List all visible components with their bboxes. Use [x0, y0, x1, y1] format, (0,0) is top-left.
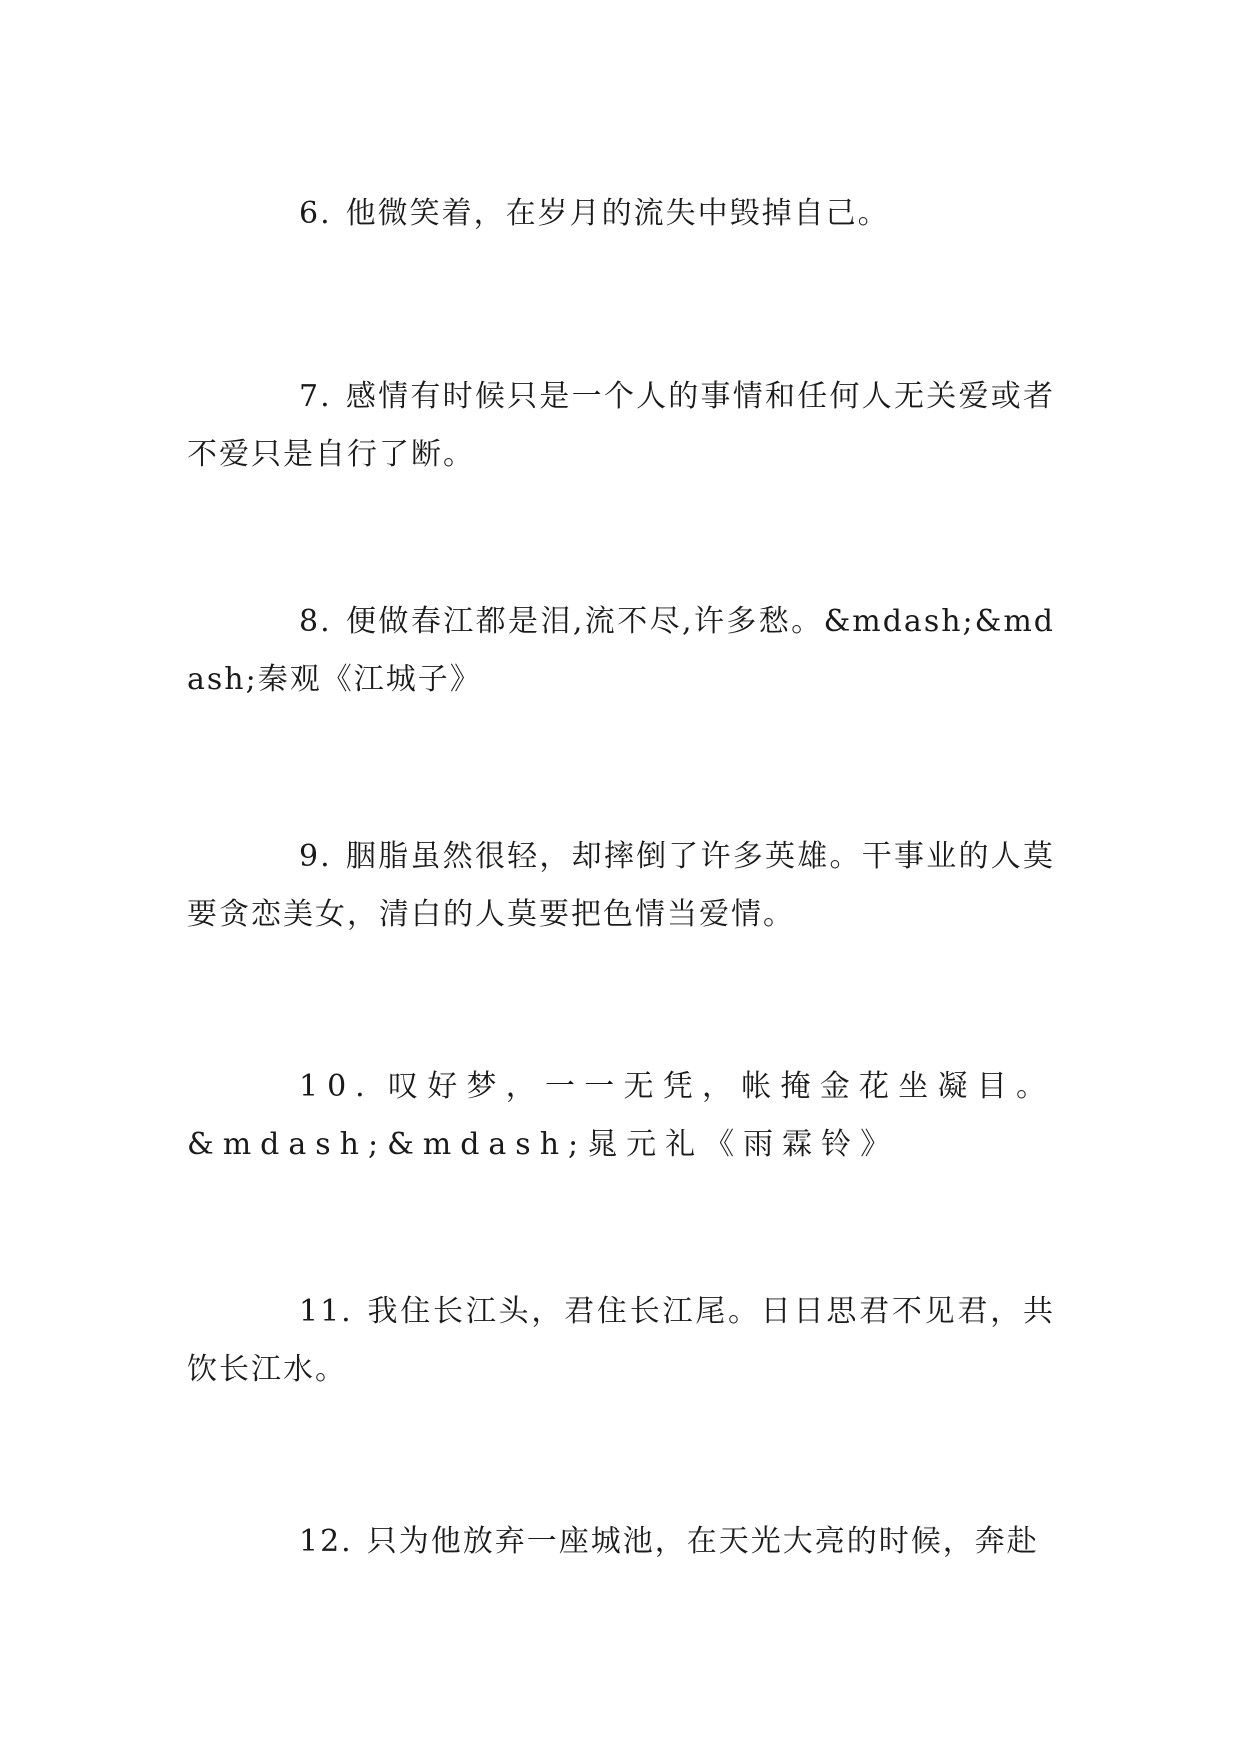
quote-text: 胭脂虽然很轻，却摔倒了许多英雄。干事业的人莫要贪恋美女，清白的人莫要把色情当爱情。	[187, 839, 1055, 932]
quote-paragraph-7	[187, 368, 1055, 484]
quote-number: 8.	[299, 604, 332, 639]
quote-paragraph-11	[187, 1283, 1055, 1399]
quote-text: 感情有时候只是一个人的事情和任何人无关爱或者不爱只是自行了断。	[187, 379, 1055, 472]
quote-paragraph-9	[187, 828, 1055, 944]
quote-paragraph-6	[187, 185, 1055, 243]
quote-text: 只为他放弃一座城池，在天光大亮的时候，奔赴	[366, 1524, 1039, 1559]
quote-number: 11.	[299, 1294, 353, 1329]
quote-text: 叹好梦，一一无凭，帐掩金花坐凝目。&mdash;&mdash;晁元礼《雨霖铃》	[187, 1069, 1055, 1162]
quote-text: 他微笑着，在岁月的流失中毁掉自己。	[345, 196, 890, 231]
quote-number: 7.	[299, 379, 332, 414]
quote-text: 便做春江都是泪,流不尽,许多愁。&mdash;&mdash;秦观《江城子》	[187, 604, 1055, 697]
quote-number: 10.	[299, 1069, 374, 1104]
quote-number: 6.	[299, 196, 332, 231]
quote-paragraph-8	[187, 593, 1055, 709]
quote-number: 9.	[299, 839, 332, 874]
quote-paragraph-12	[187, 1513, 1055, 1571]
quote-number: 12.	[299, 1524, 353, 1559]
quote-text: 我住长江头，君住长江尾。日日思君不见君，共饮长江水。	[187, 1294, 1055, 1387]
quote-paragraph-10	[187, 1058, 1055, 1174]
